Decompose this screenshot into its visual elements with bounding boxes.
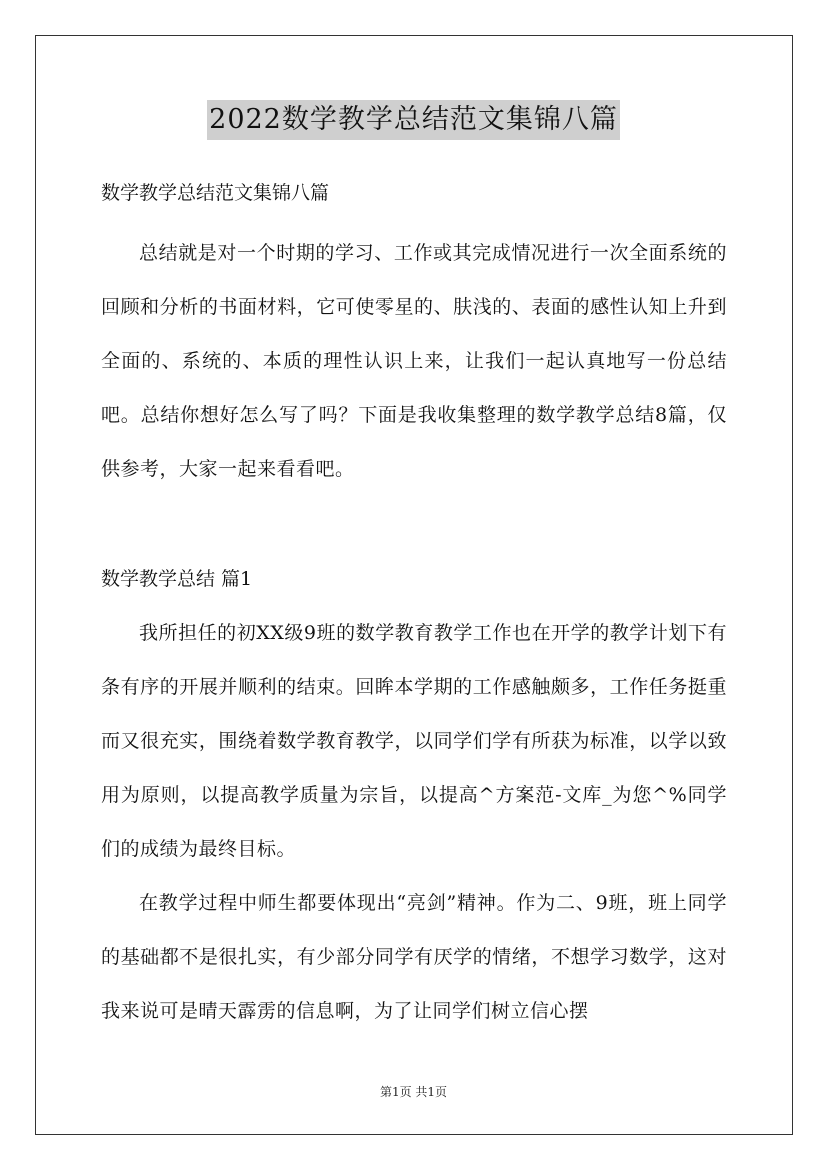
document-body [101,172,727,1038]
document-subtitle: 数学教学总结范文集锦八篇 [101,182,330,204]
intro-paragraph: 总结就是对一个时期的学习、工作或其完成情况进行一次全面系统的回顾和分析的书面材料，它可使零星的、肤浅的、表面的感性认知上升到全面的、系统的、本质的理性认识上来，让我们一起认真地写一份总结吧。总结你想好怎么写了吗？下面是我收集整理的数学教学总结8篇，仅供参考，大家一起来看看吧。 [101,242,727,480]
page-footer: 第1页 共1页 [379,1085,448,1099]
body-paragraph-1: 我所担任的初XX级9班的数学教育教学工作也在开学的教学计划下有条有序的开展并顺利的结束。回眸本学期的工作感触颇多，工作任务挺重而又很充实，围绕着数学教育教学，以同学们学有所获为标准，以学以致用为原则，以提高教学质量为宗旨，以提高^方案范-文库_为您^%同学们的成绩为最终目标。 [101,622,727,860]
document-title-text: 2022数学教学总结范文集锦八篇 [207,100,620,140]
section-heading: 数学教学总结 篇1 [101,568,253,590]
document-title [0,98,827,140]
body-paragraph-2: 在教学过程中师生都要体现出“亮剑”精神。作为二、9班，班上同学的基础都不是很扎实，有少部分同学有厌学的情绪，不想学习数学，这对我来说可是晴天霹雳的信息啊，为了让同学们树立信心摆 [101,892,727,1022]
